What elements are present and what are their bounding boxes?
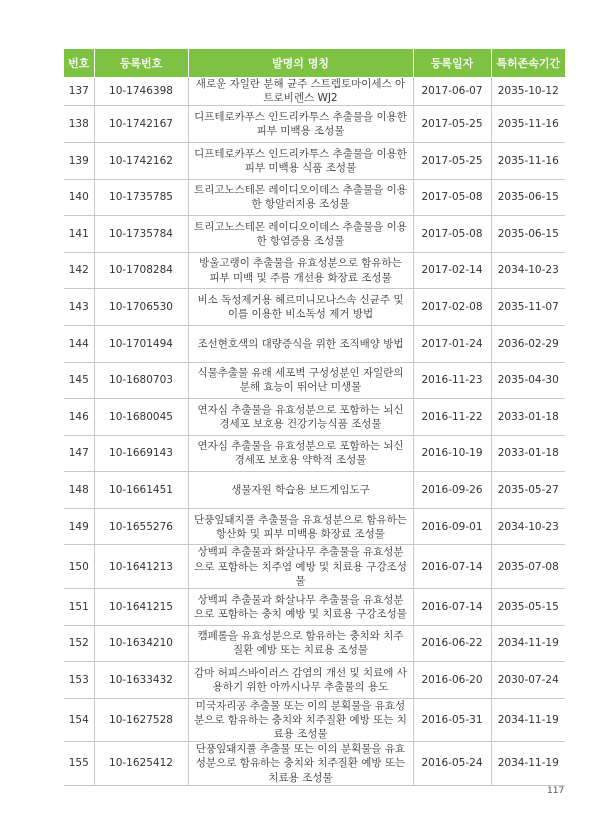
patent-table-container [64, 49, 565, 786]
cell-no: 143 [64, 289, 94, 326]
cell-patent-term: 2035-05-27 [491, 472, 565, 509]
cell-no: 154 [64, 698, 94, 742]
cell-registration-date: 2017-06-07 [413, 77, 491, 106]
cell-no: 149 [64, 508, 94, 545]
table-row [64, 472, 565, 509]
table-row [64, 742, 565, 786]
cell-patent-term: 2035-04-30 [491, 362, 565, 399]
cell-patent-term: 2035-11-07 [491, 289, 565, 326]
cell-invention-title: 상백피 추출물과 화살나무 추출물을 유효성분으로 포함하는 치주염 예방 및 치료용 구강조성물 [188, 545, 413, 589]
table-row [64, 362, 565, 399]
cell-invention-title: 조선현호색의 대량증식을 위한 조직배양 방법 [188, 325, 413, 362]
cell-invention-title: 연자심 추출물을 유효성분으로 포함하는 뇌신경세포 보호용 건강기능식품 조성물 [188, 399, 413, 436]
cell-no: 141 [64, 216, 94, 253]
cell-no: 138 [64, 106, 94, 143]
cell-invention-title: 상백피 추출물과 화살나무 추출물을 유효성분으로 포함하는 충치 예방 및 치료용 구강조성물 [188, 588, 413, 625]
cell-patent-term: 2035-06-15 [491, 179, 565, 216]
cell-patent-term: 2030-07-24 [491, 662, 565, 699]
cell-invention-title: 캠페롤을 유효성분으로 함유하는 충치와 치주질환 예방 또는 치료용 조성물 [188, 625, 413, 662]
cell-registration-number: 10-1641215 [94, 588, 188, 625]
table-row [64, 289, 565, 326]
cell-invention-title: 생물자원 학습용 보드게임도구 [188, 472, 413, 509]
cell-no: 137 [64, 77, 94, 106]
cell-registration-number: 10-1625412 [94, 742, 188, 786]
cell-no: 139 [64, 142, 94, 179]
cell-patent-term: 2034-10-23 [491, 252, 565, 289]
cell-registration-number: 10-1735785 [94, 179, 188, 216]
table-row [64, 698, 565, 742]
cell-registration-date: 2016-06-22 [413, 625, 491, 662]
cell-patent-term: 2035-11-16 [491, 106, 565, 143]
cell-registration-number: 10-1701494 [94, 325, 188, 362]
cell-registration-number: 10-1742162 [94, 142, 188, 179]
header-patent-term: 특허존속기간 [491, 49, 565, 77]
cell-registration-date: 2016-07-14 [413, 545, 491, 589]
cell-patent-term: 2033-01-18 [491, 399, 565, 436]
cell-registration-date: 2016-09-01 [413, 508, 491, 545]
table-row [64, 142, 565, 179]
cell-patent-term: 2035-11-16 [491, 142, 565, 179]
table-row [64, 216, 565, 253]
header-registration-date: 등록일자 [413, 49, 491, 77]
cell-patent-term: 2034-10-23 [491, 508, 565, 545]
cell-registration-date: 2016-10-19 [413, 435, 491, 472]
cell-registration-date: 2017-05-25 [413, 106, 491, 143]
cell-registration-date: 2016-11-22 [413, 399, 491, 436]
table-header-row [64, 49, 565, 77]
table-row [64, 435, 565, 472]
cell-no: 153 [64, 662, 94, 699]
cell-registration-date: 2017-05-08 [413, 216, 491, 253]
table-row [64, 252, 565, 289]
cell-no: 147 [64, 435, 94, 472]
cell-invention-title: 트리고노스테몬 레이디오이데스 추출물을 이용한 항알러지용 조성물 [188, 179, 413, 216]
cell-registration-number: 10-1634210 [94, 625, 188, 662]
cell-registration-number: 10-1735784 [94, 216, 188, 253]
header-invention-title: 발명의 명칭 [188, 49, 413, 77]
cell-invention-title: 비소 독성제거용 헤르미니모나스속 신균주 및 이를 이용한 비소독성 제거 방법 [188, 289, 413, 326]
header-registration-number: 등록번호 [94, 49, 188, 77]
cell-no: 140 [64, 179, 94, 216]
cell-invention-title: 식물추출물 유래 세포벽 구성성분인 자일란의 분해 효능이 뛰어난 미생물 [188, 362, 413, 399]
header-no: 번호 [64, 49, 94, 77]
cell-invention-title: 방울고랭이 추출물을 유효성분으로 함유하는 피부 미백 및 주름 개선용 화장료 조성물 [188, 252, 413, 289]
cell-registration-date: 2017-01-24 [413, 325, 491, 362]
cell-invention-title: 미국자리공 추출물 또는 이의 분획물을 유효성분으로 함유하는 충치와 치주질환 예방 또는 치료용 조성물 [188, 698, 413, 742]
page-number: 117 [547, 786, 565, 796]
cell-registration-number: 10-1669143 [94, 435, 188, 472]
cell-registration-date: 2016-09-26 [413, 472, 491, 509]
cell-registration-date: 2017-05-25 [413, 142, 491, 179]
cell-registration-date: 2016-06-20 [413, 662, 491, 699]
cell-invention-title: 디프테로카푸스 인드리카투스 추출물을 이용한 피부 미백용 조성물 [188, 106, 413, 143]
table-row [64, 545, 565, 589]
cell-registration-date: 2017-02-08 [413, 289, 491, 326]
cell-invention-title: 연자심 추출물을 유효성분으로 포함하는 뇌신경세포 보호용 약학적 조성물 [188, 435, 413, 472]
cell-patent-term: 2036-02-29 [491, 325, 565, 362]
table-row [64, 662, 565, 699]
cell-registration-number: 10-1680703 [94, 362, 188, 399]
cell-registration-number: 10-1706530 [94, 289, 188, 326]
cell-patent-term: 2035-07-08 [491, 545, 565, 589]
cell-no: 148 [64, 472, 94, 509]
cell-registration-number: 10-1661451 [94, 472, 188, 509]
cell-registration-date: 2016-05-24 [413, 742, 491, 786]
table-row [64, 179, 565, 216]
cell-invention-title: 단풍잎돼지풀 추출물 또는 이의 분획물을 유효성분으로 함유하는 충치와 치주질환 예방 또는 치료용 조성물 [188, 742, 413, 786]
cell-patent-term: 2034-11-19 [491, 625, 565, 662]
table-body [64, 77, 565, 785]
cell-no: 142 [64, 252, 94, 289]
cell-invention-title: 감마 허피스바이러스 감염의 개선 및 치료에 사용하기 위한 아까시나무 추출물의 용도 [188, 662, 413, 699]
cell-patent-term: 2033-01-18 [491, 435, 565, 472]
cell-invention-title: 트리고노스테몬 레이디오이데스 추출물을 이용한 항염증용 조성물 [188, 216, 413, 253]
cell-registration-number: 10-1680045 [94, 399, 188, 436]
cell-registration-number: 10-1627528 [94, 698, 188, 742]
cell-patent-term: 2035-06-15 [491, 216, 565, 253]
cell-no: 144 [64, 325, 94, 362]
table-row [64, 106, 565, 143]
table-row [64, 399, 565, 436]
cell-patent-term: 2035-05-15 [491, 588, 565, 625]
cell-registration-date: 2016-07-14 [413, 588, 491, 625]
table-row [64, 625, 565, 662]
cell-no: 150 [64, 545, 94, 589]
cell-registration-number: 10-1746398 [94, 77, 188, 106]
table-row [64, 325, 565, 362]
cell-registration-number: 10-1633432 [94, 662, 188, 699]
cell-no: 151 [64, 588, 94, 625]
cell-patent-term: 2034-11-19 [491, 698, 565, 742]
table-row [64, 588, 565, 625]
cell-no: 152 [64, 625, 94, 662]
cell-invention-title: 디프테로카푸스 인드리카투스 추출물을 이용한 피부 미백용 식품 조성물 [188, 142, 413, 179]
cell-registration-number: 10-1708284 [94, 252, 188, 289]
cell-registration-number: 10-1641213 [94, 545, 188, 589]
cell-no: 145 [64, 362, 94, 399]
cell-registration-date: 2017-02-14 [413, 252, 491, 289]
cell-invention-title: 단풍잎돼지풀 추출물을 유효성분으로 함유하는 항산화 및 피부 미백용 화장료 조성물 [188, 508, 413, 545]
cell-no: 155 [64, 742, 94, 786]
cell-registration-date: 2016-11-23 [413, 362, 491, 399]
cell-registration-number: 10-1742167 [94, 106, 188, 143]
table-row [64, 508, 565, 545]
cell-registration-number: 10-1655276 [94, 508, 188, 545]
cell-patent-term: 2035-10-12 [491, 77, 565, 106]
cell-patent-term: 2034-11-19 [491, 742, 565, 786]
table-row [64, 77, 565, 106]
cell-registration-date: 2017-05-08 [413, 179, 491, 216]
cell-no: 146 [64, 399, 94, 436]
cell-registration-date: 2016-05-31 [413, 698, 491, 742]
patent-table [64, 49, 565, 786]
cell-invention-title: 새로운 자일란 분해 균주 스트렙토마이세스 아트로비렌스 WJ2 [188, 77, 413, 106]
